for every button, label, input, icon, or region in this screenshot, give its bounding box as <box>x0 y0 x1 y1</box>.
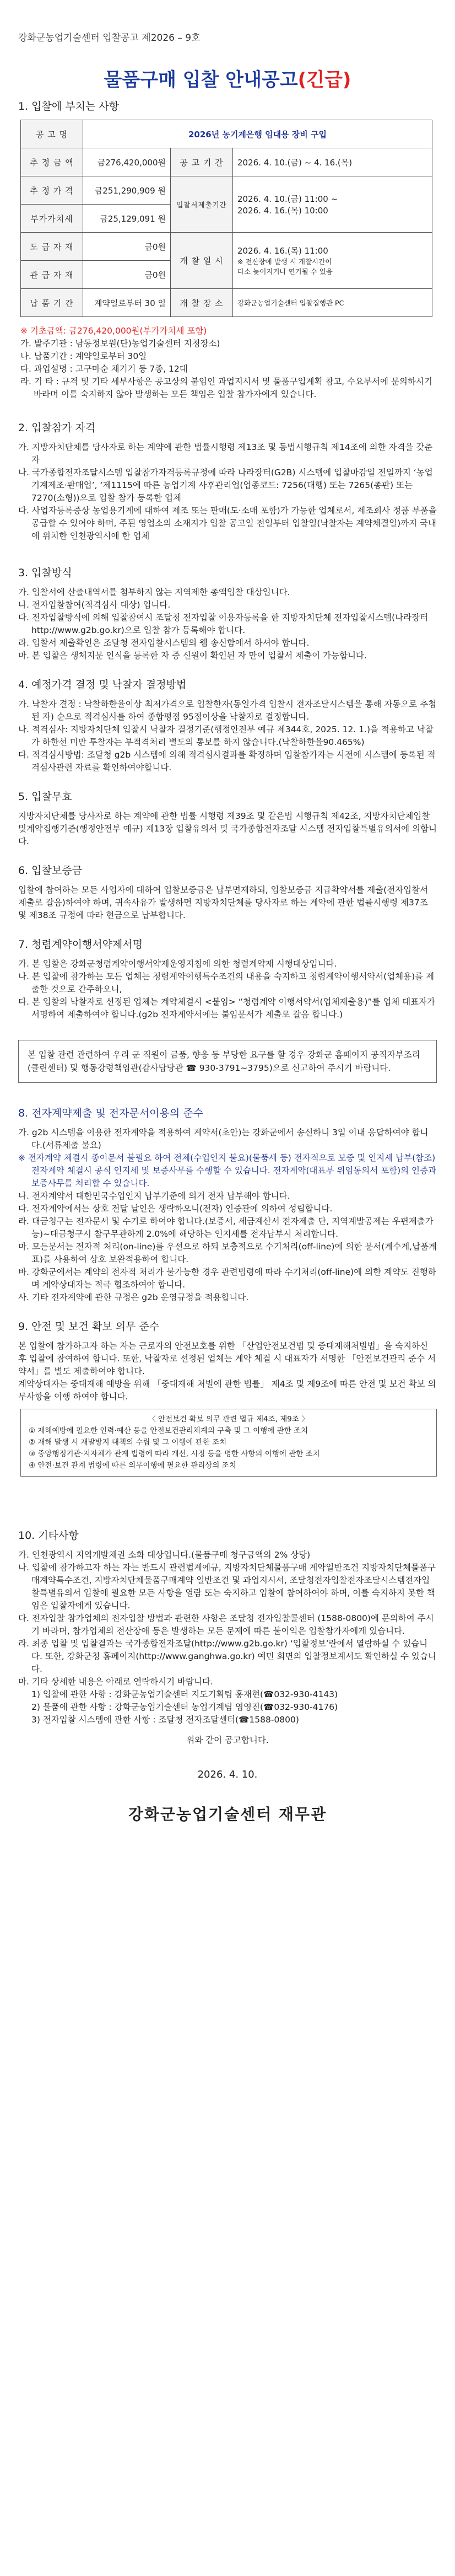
list-item: 라. 최종 입찰 및 입찰결과는 국가종합전자조달(http://www.g2b.go.kr) ‘입찰정보’란에서 열람하실 수 있습니다. 또한, 강화군청 홈페이지(http://www.ganghwa.go.kr) 예민 회면의 입찰정보계서도 확인하실 수 있습니다. <box>18 1639 436 1674</box>
value-opening-place: 강화군농업기술센터 입찰집행관 PC <box>233 289 432 317</box>
value-government-material: 금0원 <box>83 261 171 289</box>
label-estimated-amount: 추 정 금 액 <box>21 148 83 176</box>
contact-item: 1) 입찰에 관한 사항 : 강화군농업기술센터 지도기획팀 홍재현(☎032-930-4143) <box>31 1689 338 1699</box>
list-item: 라. 대금청구는 전자문서 및 수기로 하여야 합니다.(보증서, 세금계산서 전자제출 단, 지역계발공제는 우편제출가능)~대금청구시 참구무관하게 2.0%에 해당하는 인지세를 전자납부시 처리합니다. <box>18 1216 434 1239</box>
list-item: 나. 전자계약서 대한민국수입인지 납부기준에 의거 전자 납부해야 합니다. <box>18 1191 290 1201</box>
integrity-notice-box: 본 입찰 관련 관련하여 우리 군 직원이 금품, 향응 등 부당한 요구를 할 경우 강화군 홈페이지 공직자부조리(클린센터) 및 행동강령책임관(감사담당관 ☎ 930-3791~3795)으로 신고하여 주시기 바랍니다. <box>18 1040 437 1083</box>
section-4-title: 4. 예정가격 결정 및 낙찰자 결정방법 <box>18 679 187 691</box>
list-item: 가. 발주기관 : 남동정보원(단)농업기술센터 지청장소) <box>20 339 220 348</box>
list-item: 나. 납품기간 : 계약일로부터 30일 <box>20 351 147 361</box>
label-bid-submission-period: 입찰서제출기간 <box>171 176 233 233</box>
label-vat: 부가가치세 <box>21 205 83 233</box>
list-item: 마. 모든문서는 전자적 처리(on-line)를 우선으로 하되 보충적으로 수기처리(off-line)에 의한 문서(계수계,납품계표)를 사용하여 상호 보완적용하여 합니다. <box>18 1242 437 1264</box>
list-item: 나. 본 입찰에 참가하는 모든 업체는 청렴계약이행특수조건의 내용을 숙지하고 청렴계약이행서약서(업체용)를 제출한 것으로 간주하오니, <box>18 972 435 994</box>
list-item: 다. 전자입찰 참가업체의 전자입찰 방법과 관련한 사항은 조달청 전자입찰콜센터 (1588-0800)에 문의하여 주시기 바라며, 참가업체의 전산장애 등은 발생하는 모든 문제에 따른 불이익은 입찰참가자에게 있습니다. <box>18 1613 434 1636</box>
list-item: ※ 전자계약 체결시 종이문서 불필요 하여 전체(수입인지 불요)(물품세 등) 전자적으로 보증 및 인지세 납부(참조) 전자계약 체결시 공식 인지세 및 보증사무를 수행할 수 있습니다. 전자계약(대표부 위임동의서 포함)의 인증과 보증사무를 처리할 수 있습니다. <box>18 1153 436 1188</box>
title-urgent: (긴급) <box>297 69 351 91</box>
value-vat: 금25,129,091 원 <box>83 205 171 233</box>
table-row <box>21 233 432 261</box>
submission-start: 2026. 4. 10.(금) 11:00 ~ <box>237 194 338 204</box>
list-item: 마. 본 입찰은 생체지문 인식을 등록한 자 중 신원이 확인된 자 만이 입찰서 제출이 가능합니다. <box>18 651 367 661</box>
submission-end: 2026. 4. 16.(목) 10:00 <box>237 205 328 216</box>
value-estimated-price: 금251,290,909 원 <box>83 176 171 205</box>
section-6-title: 6. 입찰보증금 <box>18 865 82 877</box>
value-opening-datetime <box>233 233 432 289</box>
contact-item: 2) 물품에 관한 사항 : 강화군농업기술센터 농업기계팀 염영진(☎032-930-4176) <box>31 1702 338 1712</box>
document-number: 강화군농업기술센터 입찰공고 제2026 – 9호 <box>18 33 201 44</box>
signature: 강화군농업기술센터 재무관 <box>128 1805 327 1823</box>
list-item: 가. 인천광역시 지역개발채권 소화 대상입니다.(물품구매 청구금액의 2% 상당) <box>18 1550 311 1560</box>
list-item: 나. 전자입찰참여(적격심사 대상) 입니다. <box>18 600 171 610</box>
section-9-title: 9. 안전 및 보건 확보 의무 준수 <box>18 1321 160 1333</box>
section-8-title: 8. 전자계약제출 및 전자문서이용의 준수 <box>18 1107 203 1119</box>
opening-note-1: ※ 전산장애 발생 시 개찰시간이 <box>237 257 332 266</box>
list-item: 사. 기타 전자계약에 관한 규정은 g2b 운영규정을 적용합니다. <box>18 1292 249 1302</box>
list-item: 바. 강화군에서는 계약의 전자적 처리가 불가능한 경우 관련법령에 따라 수기처리(off-line)에 의한 계약도 진행하며 계약상대자는 적극 협조하여야 합니다. <box>18 1267 436 1290</box>
list-item: 라. 입찰서 제출확인은 조달청 전자입찰시스템의 웹 송신함에서 하셔야 합니다. <box>18 638 310 648</box>
base-amount-note: ※ 기초금액: 금276,420,000원(부가가치세 포함) <box>20 326 207 336</box>
section-1-notes <box>20 325 437 401</box>
list-item: 라. 기 타 : 규격 및 기타 세부사항은 공고상의 붙임인 과업지시서 및 물품구입계획 참고, 수요부서에 문의하시기 바라며 이를 숙지하지 않아 발생하는 모든 책임은 입찰 참가자에게 있습니다. <box>20 377 432 399</box>
list-item: 다. 전자계약에서는 상호 전달 날인은 생략하오니(전자) 인증관에 의하여 성립합니다. <box>18 1204 333 1214</box>
list-item: ② 재해 발생 시 재발방지 대책의 수립 및 그 이행에 관한 조치 <box>29 1438 227 1447</box>
list-item: 가. 입찰서에 산출내역서를 첨부하지 않는 지역제한 총액입찰 대상입니다. <box>18 587 290 597</box>
value-contract-material: 금0원 <box>83 233 171 261</box>
list-item: 다. 사업자등록증상 농업용기계에 대하여 제조 또는 판매(도·소매 포함)가 가능한 업체로서, 제조회사 정품 부품을 공급할 수 있어야 하며, 주된 영업소의 소재지가 입찰 공고일 전일부터 입찰일(낙찰자는 계약체결일)까지 국내에 위치한 인천광역시에 한 업체 <box>18 506 437 541</box>
label-opening-place: 개 찰 장 소 <box>171 289 233 317</box>
title-main: 물품구매 입찰 안내공고 <box>104 69 298 91</box>
list-item: 다. 적격심사방법: 조달청 g2b 시스템에 의해 적격심사결과를 확정하며 입찰참가자는 사전에 시스템에 등록된 적격심사관련 자료를 확인하여야합니다. <box>18 750 436 772</box>
label-opening-datetime: 개 찰 일 시 <box>171 233 233 289</box>
section-2-title: 2. 입찰참가 자격 <box>18 422 96 434</box>
list-item: ① 재해예방에 필요한 인력·예산 등을 안전보건관리체계의 구축 및 그 이행에 관한 조치 <box>29 1426 308 1435</box>
list-item: 다. 과업설명 : 고구마순 채기기 등 7종, 12대 <box>20 364 188 374</box>
list-item: 입찰에 참여하는 모든 사업자에 대하여 입찰보증금은 납부면제하되, 입찰보증금 지급확약서를 제출(전자입찰서 제출로 갈음)하여야 하며, 귀속사유가 발생하면 지방자치단체를 당사자로 하는 계약에 관한 법률시행령 제37조 및 제38조 규정에 따라 현금으로 납부합니다. <box>18 885 429 920</box>
obligation-box-title: 〈 안전보건 확보 의무 관련 법규 제4조, 제9조 〉 <box>148 1415 309 1424</box>
list-item: 나. 적격심사: 지방자치단체 입찰시 낙찰자 결정기준(행정안전부 예규 제344호, 2025. 12. 1.)을 적용하고 낙찰가 하한선 미만 투찰자는 부적격처리 별도의 통보를 하지 않습니다.(낙찰하한율90.465%) <box>18 724 434 747</box>
announcement-document <box>18 22 437 1824</box>
obligation-box <box>20 1409 437 1477</box>
label-notice-name: 공 고 명 <box>21 120 83 148</box>
list-item: 다. 본 입찰의 낙찰자로 선정된 업체는 계약체결시 <붙임> “청렴계약 이행서약서(업체제출용)”를 업체 대표자가 서명하여 제출하여야 합니다.(g2b 전자계약서에는 불임문서가 제출로 갈음 합니다.) <box>18 997 436 1019</box>
label-contract-material: 도 급 자 재 <box>21 233 83 261</box>
list-item: ③ 중앙행정기관·지자체가 관계 법령에 따라 개선, 시정 등을 명한 사항의 이행에 관한 조치 <box>29 1450 320 1458</box>
section-5-title: 5. 입찰무효 <box>18 791 72 803</box>
table-row <box>21 148 432 176</box>
opening-note-2: 다소 늦어지거나 연기될 수 있음 <box>237 267 333 276</box>
section-3-title: 3. 입찰방식 <box>18 567 72 579</box>
value-estimated-amount: 금276,420,000원 <box>83 148 171 176</box>
list-item: 가. 본 입찰은 강화군청렴계약이행서약제운영지침에 의한 청렴계약제 시행대상입니다. <box>18 959 337 969</box>
list-item: 계약상대자는 중대재해 예방을 위해 「중대재해 처벌에 관한 법률」 제4조 및 제9조에 따른 안전 및 보건 확보 의무사항을 이행 하여야 합니다. <box>18 1379 436 1402</box>
list-item: 다. 전자입찰방식에 의해 입찰참여시 조달청 전자입찰 이용자등록을 한 지방자치단체 전자입찰시스템(나라장터 http://www.g2b.go.kr)으로 입찰 참가 등록해야 합니다. <box>18 613 429 635</box>
list-item: 나. 입찰에 참가하고자 하는 자는 반드시 관련법계에규, 지방자치단체물품구매 계약일반조건 지방자치단체물품구매계약특수조건, 지방자치단체물품구매계약 일반조건 및 과업지시서, 조달청전자입찰전자조달시스템전자입찰특별유의서 입찰에 필요한 모든 사항을 열람 또는 숙지하고 입찰에 참여하여야 하며, 이를 숙지하지 못한 책임은 입찰자에게 있습니다. <box>18 1563 436 1611</box>
list-item: 가. 낙찰자 결정 : 낙찰하한율이상 최저가격으로 입찰한자(동일가격 입찰시 전자조달시스템을 통해 자동으로 추첨된 자) 순으로 적격심사를 하여 종합평점 95점이상을 낙찰자로 결정합니다. <box>18 699 437 722</box>
label-government-material: 관 급 자 재 <box>21 261 83 289</box>
section-10-title: 10. 기타사항 <box>18 1530 79 1542</box>
value-bid-submission-period <box>233 176 432 233</box>
table-row <box>21 120 432 148</box>
list-item: 지방자치단체를 당사자로 하는 계약에 관한 법률 시행령 제39조 및 같은법 시행규칙 제42조, 지방자치단체입찰및계약집행기준(행정안전부 예규) 제13장 입찰유의서 및 국가종합전자조달 시스템 전자입찰특별유의서에 의합니다. <box>18 811 437 846</box>
list-item: 마. 기타 상세한 내용은 아래로 연락하시기 바랍니다. <box>18 1677 213 1687</box>
list-item: 가. 지방자치단체를 당사자로 하는 계약에 관한 법률시행령 제13조 및 동법시행규칙 제14조에 의한 자격을 갖춘 자 <box>18 442 433 465</box>
opening-time: 2026. 4. 16.(목) 11:00 <box>237 246 328 256</box>
list-item: 가. g2b 시스템을 이용한 전자계약을 적용하여 계약서(초안)는 강화군에서 송신하니 3일 이내 응답하여야 합니다.(서류제출 불요) <box>18 1128 429 1150</box>
list-item: ④ 안전·보건 관계 법령에 따른 의무이행에 필요한 관리상의 조치 <box>29 1461 236 1470</box>
value-notice-name: 2026년 농기계은행 임대용 장비 구입 <box>83 120 432 148</box>
section-7-title: 7. 청렴계약이행서약제서명 <box>18 938 143 951</box>
contact-item: 3) 전자입찰 시스템에 관한 사항 : 조달청 전자조달센터(☎1588-0800) <box>31 1715 299 1725</box>
table-row <box>21 289 432 317</box>
list-item: 나. 국가종합전자조달시스템 입찰참가자격등록규정에 따라 나라장터(G2B) 시스템에 입찰마감일 전일까지 ‘농업기계제조·판매업’, ‘제1115에 따른 농업기계 사후관리업(업종코드: 7256(대행) 또는 7265(총판) 또는 7270(소형))으로 입찰 참가 등록한 업체 <box>18 468 433 503</box>
overview-table <box>20 120 432 317</box>
list-item: 본 입찰에 참가하고자 하는 자는 근로자의 안전보호를 위한 「산업안전보건법 및 중대재해처벌법」을 숙지하신 후 입찰에 참여하여 합니다. 또한, 낙찰자로 선정된 업체는 계약 체결 시 대표자가 서명한 「안전보건관리 준수 서약서」를 별도 제출하여야 합니다. <box>18 1341 436 1376</box>
label-estimated-price: 추 정 가 격 <box>21 176 83 205</box>
value-delivery-period: 계약일로부터 30 일 <box>83 289 171 317</box>
closing-text: 위와 같이 공고합니다. <box>186 1735 269 1745</box>
section-1-title: 1. 입찰에 부치는 사항 <box>18 100 120 112</box>
value-notice-period: 2026. 4. 10.(금) ~ 4. 16.(목) <box>233 148 432 176</box>
label-delivery-period: 납 품 기 간 <box>21 289 83 317</box>
table-row <box>21 176 432 205</box>
announcement-date: 2026. 4. 10. <box>197 1769 258 1780</box>
label-notice-period: 공 고 기 간 <box>171 148 233 176</box>
page-title <box>18 65 437 92</box>
